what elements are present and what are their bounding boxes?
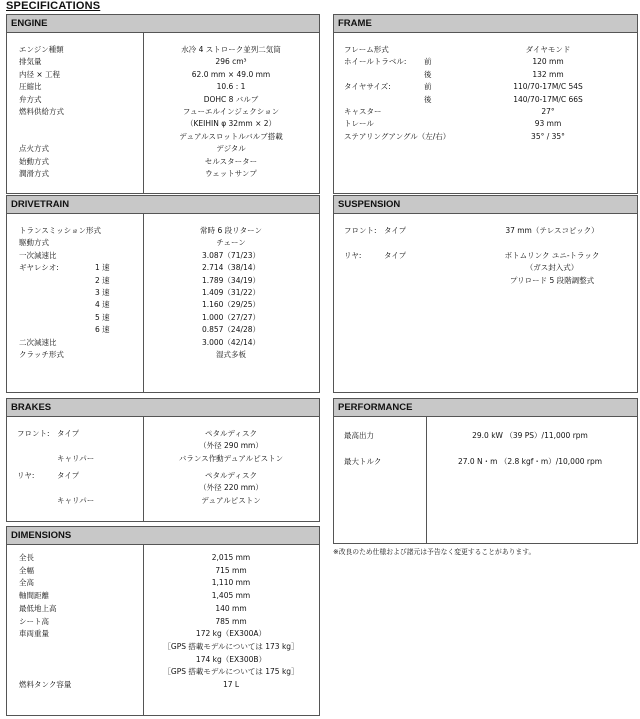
drivetrain-spec-label: 一次減速比 bbox=[19, 250, 57, 260]
engine-spec-label: 潤滑方式 bbox=[19, 169, 49, 178]
performance-header: PERFORMANCE bbox=[334, 399, 637, 417]
drivetrain-spec-label: 二次減速比 bbox=[19, 337, 57, 347]
dimensions-spec-value: 715 mm bbox=[215, 565, 247, 575]
performance-spec-label: 最高出力 bbox=[344, 431, 374, 440]
engine-spec-value: 10.6 : 1 bbox=[216, 82, 246, 92]
dimensions-spec-value: 17 L bbox=[222, 680, 240, 689]
engine-spec-value: セルスターター bbox=[204, 156, 258, 166]
drivetrain-spec-value: 1.000（27/27） bbox=[201, 312, 261, 322]
page-title: SPECIFICATIONS bbox=[6, 0, 101, 12]
dimensions-spec-label: 全高 bbox=[19, 578, 34, 588]
suspension-spec-label: フロント: bbox=[344, 226, 377, 235]
brakes-spec-value: ペタルディスク bbox=[205, 429, 257, 438]
drivetrain-panel bbox=[6, 195, 320, 393]
frame-spec-value: 110/70-17M/C 54S bbox=[513, 82, 583, 92]
drivetrain-header: DRIVETRAIN bbox=[7, 196, 319, 214]
drivetrain-spec-sublabel: 3 速 bbox=[95, 288, 110, 297]
engine-spec-value: DOHC 8 バルブ bbox=[203, 94, 259, 104]
engine-spec-value: デュアルスロットルバルブ搭載 bbox=[179, 131, 283, 141]
engine-spec-label: 圧縮比 bbox=[19, 82, 42, 92]
engine-spec-label: 内径 × 工程 bbox=[19, 69, 61, 79]
frame-header: FRAME bbox=[334, 15, 637, 33]
dimensions-spec-value: 785 mm bbox=[215, 616, 247, 626]
frame-spec-sublabel: 後 bbox=[424, 69, 432, 79]
dimensions-spec-value: 174 kg（EX300B） bbox=[195, 654, 267, 664]
engine-spec-label: 始動方式 bbox=[19, 156, 49, 166]
dimensions-spec-value: 1,405 mm bbox=[211, 591, 251, 601]
frame-spec-value: 132 mm bbox=[532, 69, 564, 79]
frame-spec-label: タイヤサイズ: bbox=[344, 82, 391, 92]
frame-spec-label: キャスター bbox=[344, 107, 382, 116]
brakes-spec-label: フロント: bbox=[17, 429, 50, 438]
drivetrain-spec-value: 3.087（71/23） bbox=[201, 250, 261, 260]
drivetrain-spec-value: 1.160（29/25） bbox=[201, 300, 261, 310]
frame-spec-value: 27° bbox=[541, 107, 555, 116]
frame-panel bbox=[333, 14, 638, 194]
dimensions-spec-value: ［GPS 搭載モデルについては 175 kg］ bbox=[163, 667, 299, 677]
frame-spec-label: ステアリングアングル（左/右） bbox=[344, 131, 451, 141]
engine-spec-label: 点火方式 bbox=[19, 144, 49, 154]
suspension-panel bbox=[333, 195, 638, 393]
drivetrain-spec-value: 0.857（24/28） bbox=[201, 325, 261, 335]
suspension-header: SUSPENSION bbox=[334, 196, 637, 214]
engine-panel bbox=[6, 14, 320, 194]
frame-spec-label: ホイールトラベル: bbox=[344, 57, 407, 67]
engine-spec-label: 排気量 bbox=[19, 57, 42, 67]
dimensions-spec-value: ［GPS 搭載モデルについては 173 kg］ bbox=[163, 641, 299, 651]
dimensions-divider bbox=[143, 544, 144, 715]
frame-spec-value: 93 mm bbox=[534, 119, 562, 129]
drivetrain-spec-value: 3.000（42/14） bbox=[201, 337, 261, 347]
frame-spec-sublabel: 後 bbox=[424, 94, 432, 104]
drivetrain-spec-value: 2.714（38/14） bbox=[201, 263, 261, 273]
brakes-spec-sublabel: タイプ bbox=[57, 429, 80, 438]
dimensions-spec-value: 140 mm bbox=[215, 603, 247, 613]
drivetrain-spec-value: チェーン bbox=[216, 238, 246, 248]
engine-spec-label: エンジン種類 bbox=[19, 45, 64, 54]
disclaimer-note: ※改良のため仕様および諸元は予告なく変更することがあります。 bbox=[333, 548, 536, 556]
engine-spec-value: （KEIHIN φ 32mm × 2） bbox=[185, 119, 277, 129]
suspension-spec-value: ボトムリンク ユニ-トラック bbox=[504, 251, 600, 260]
suspension-spec-value: 37 mm（テレスコピック） bbox=[505, 226, 599, 235]
brakes-panel bbox=[6, 398, 320, 522]
brakes-spec-sublabel: タイプ bbox=[57, 471, 80, 480]
engine-spec-label: 燃料供給方式 bbox=[19, 107, 64, 116]
dimensions-spec-label: 軸間距離 bbox=[19, 591, 49, 601]
performance-panel bbox=[333, 398, 638, 544]
engine-spec-label: 弁方式 bbox=[19, 94, 42, 104]
dimensions-spec-label: 車両重量 bbox=[19, 629, 49, 639]
suspension-spec-value: （ガス封入式） bbox=[525, 263, 579, 273]
suspension-spec-value: プリロード 5 段階調整式 bbox=[509, 275, 595, 285]
drivetrain-spec-label: ギヤレシオ: bbox=[19, 263, 59, 273]
engine-spec-value: デジタル bbox=[216, 144, 246, 154]
drivetrain-spec-sublabel: 4 速 bbox=[95, 300, 110, 310]
brakes-header: BRAKES bbox=[7, 399, 319, 417]
engine-spec-value: 62.0 mm × 49.0 mm bbox=[191, 69, 271, 79]
dimensions-spec-label: 全幅 bbox=[19, 565, 34, 575]
dimensions-spec-label: 燃料タンク容量 bbox=[19, 680, 72, 689]
frame-spec-label: フレーム形式 bbox=[344, 45, 389, 54]
brakes-spec-value: （外径 290 mm） bbox=[199, 441, 263, 451]
brakes-spec-sublabel: キャリパー bbox=[57, 495, 95, 505]
performance-spec-value: 29.0 kW （39 PS）/11,000 rpm bbox=[472, 431, 588, 440]
drivetrain-spec-value: 常時 6 段リターン bbox=[200, 226, 262, 235]
performance-spec-value: 27.0 N・m （2.8 kgf・m）/10,000 rpm bbox=[457, 457, 603, 466]
dimensions-header: DIMENSIONS bbox=[7, 527, 319, 545]
engine-spec-value: ウェットサンプ bbox=[205, 169, 257, 178]
drivetrain-spec-sublabel: 5 速 bbox=[95, 312, 110, 322]
performance-spec-label: 最大トルク bbox=[344, 457, 382, 466]
dimensions-spec-label: 全長 bbox=[19, 553, 34, 562]
engine-divider bbox=[143, 32, 144, 193]
frame-spec-sublabel: 前 bbox=[424, 82, 432, 92]
drivetrain-spec-sublabel: 2 速 bbox=[95, 275, 110, 285]
engine-spec-value: 296 cm³ bbox=[215, 57, 247, 67]
brakes-spec-value: ペタルディスク bbox=[205, 471, 257, 480]
drivetrain-spec-label: クラッチ形式 bbox=[19, 350, 64, 359]
drivetrain-spec-value: 1.409（31/22） bbox=[201, 288, 261, 297]
brakes-divider bbox=[143, 416, 144, 521]
drivetrain-spec-sublabel: 1 速 bbox=[95, 263, 110, 273]
brakes-spec-label: リヤ: bbox=[17, 471, 35, 480]
frame-spec-value: 140/70-17M/C 66S bbox=[513, 94, 583, 104]
suspension-spec-sublabel: タイプ bbox=[384, 226, 407, 235]
dimensions-spec-label: シート高 bbox=[19, 616, 49, 626]
frame-spec-value: ダイヤモンド bbox=[525, 45, 571, 54]
dimensions-spec-label: 最低地上高 bbox=[19, 603, 57, 613]
suspension-spec-sublabel: タイプ bbox=[384, 251, 407, 260]
engine-header: ENGINE bbox=[7, 15, 319, 33]
dimensions-panel bbox=[6, 526, 320, 716]
engine-spec-value: 水冷 4 ストローク並列二気筒 bbox=[181, 45, 281, 54]
dimensions-spec-value: 1,110 mm bbox=[211, 578, 251, 588]
performance-divider bbox=[426, 416, 427, 543]
dimensions-spec-value: 2,015 mm bbox=[211, 553, 251, 562]
drivetrain-spec-value: 1.789（34/19） bbox=[201, 275, 261, 285]
engine-spec-value: フューエルインジェクション bbox=[182, 107, 280, 116]
drivetrain-spec-label: トランスミッション形式 bbox=[19, 226, 101, 235]
brakes-spec-value: バランス作動デュアルピストン bbox=[178, 453, 284, 463]
frame-spec-label: トレール bbox=[344, 119, 374, 129]
brakes-spec-sublabel: キャリパー bbox=[57, 453, 95, 463]
frame-spec-sublabel: 前 bbox=[424, 57, 432, 67]
frame-spec-value: 120 mm bbox=[532, 57, 564, 67]
suspension-spec-label: リヤ: bbox=[344, 251, 362, 260]
drivetrain-divider bbox=[143, 213, 144, 392]
frame-spec-value: 35° / 35° bbox=[531, 131, 565, 141]
brakes-spec-value: デュアルピストン bbox=[201, 495, 261, 505]
dimensions-spec-value: 172 kg（EX300A） bbox=[195, 629, 267, 639]
brakes-spec-value: （外径 220 mm） bbox=[199, 483, 263, 493]
drivetrain-spec-sublabel: 6 速 bbox=[95, 325, 110, 335]
drivetrain-spec-label: 駆動方式 bbox=[19, 238, 49, 248]
drivetrain-spec-value: 湿式多板 bbox=[216, 350, 246, 359]
